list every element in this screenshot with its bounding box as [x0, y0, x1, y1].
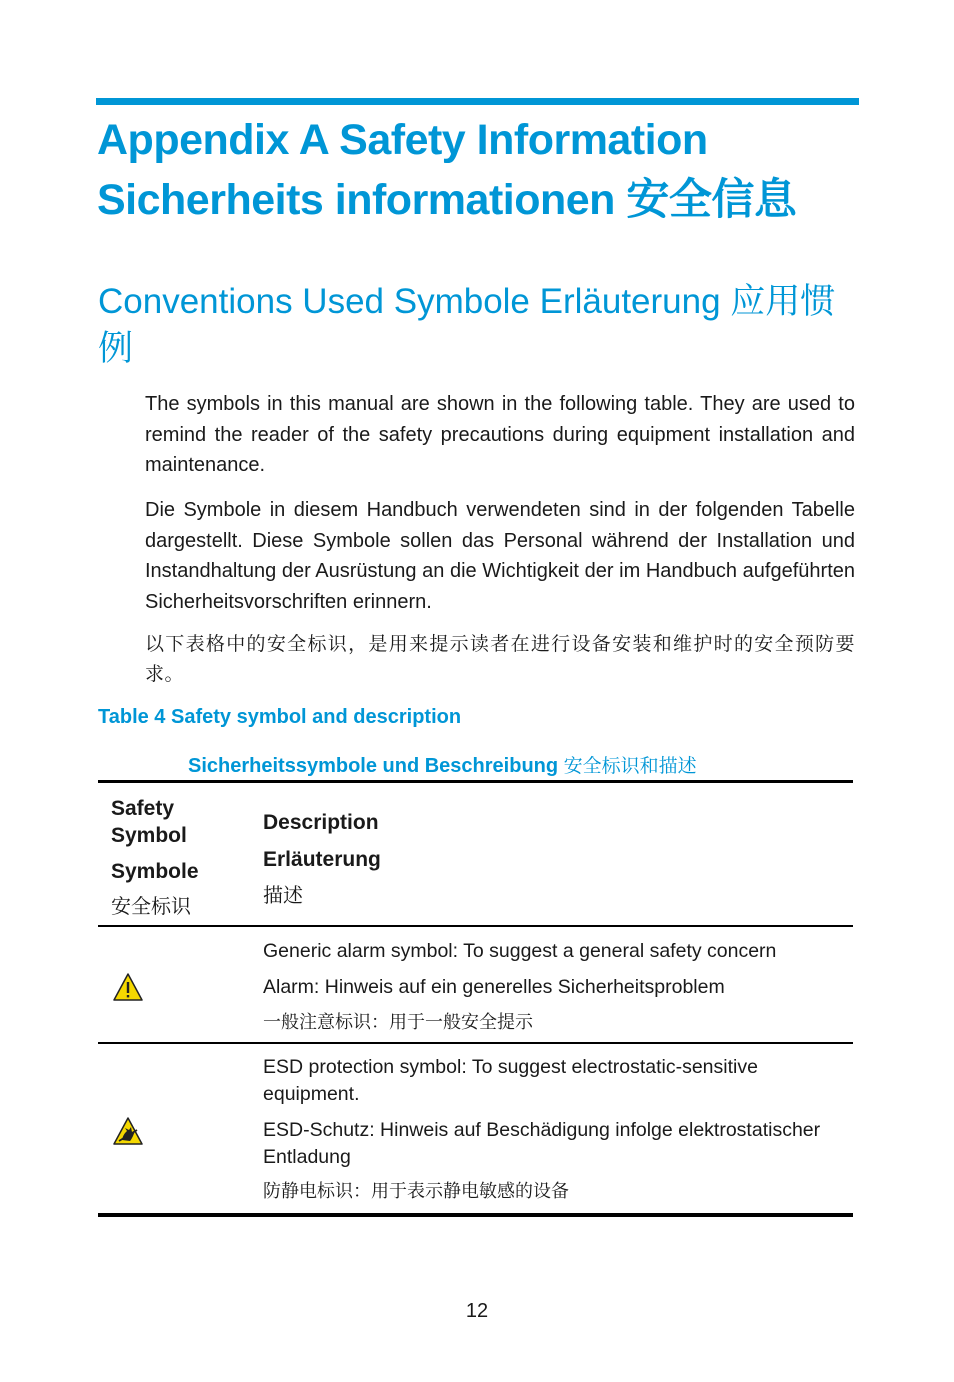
page-number: 12: [465, 1300, 489, 1322]
row-esd-zh: 防静电标识：用于表示静电敏感的设备: [263, 1181, 569, 1202]
esd-icon: [112, 1116, 144, 1151]
row-esd-description: [263, 1054, 843, 1205]
table-caption-subtitle: [188, 751, 697, 778]
row-alarm-en: Generic alarm symbol: To suggest a general safety concern: [263, 940, 777, 962]
row-alarm-zh: 一般注意标识：用于一般安全提示: [263, 1012, 533, 1033]
table-row-rule: [98, 1042, 853, 1044]
header-symbol-zh: 安全标识: [111, 894, 191, 918]
header-symbol-de: Symbole: [111, 860, 199, 883]
section-heading: Conventions Used Symbole Erläuterung 应用惯例: [98, 282, 836, 368]
warning-triangle-icon: [112, 972, 144, 1007]
row-esd-en: ESD protection symbol: To suggest electrostatic-sensitive equipment.: [263, 1056, 758, 1105]
table-top-rule: [98, 780, 853, 783]
appendix-title-line2: Sicherheits informationen 安全信息: [97, 176, 797, 224]
header-description-zh: 描述: [263, 883, 303, 907]
appendix-title-line1: Appendix A Safety Information: [97, 116, 708, 164]
header-symbol-line2: Symbol: [111, 824, 187, 847]
header-symbol-cell: [111, 795, 199, 920]
paragraph-zh: 以下表格中的安全标识，是用来提示读者在进行设备安装和维护时的安全预防要求。: [145, 633, 855, 685]
header-description-de: Erläuterung: [263, 848, 381, 871]
row-alarm-de: Alarm: Hinweis auf ein generelles Sicherheitsproblem: [263, 976, 725, 998]
row-esd-de: ESD-Schutz: Hinweis auf Beschädigung infolge elektrostatischer Entladung: [263, 1119, 821, 1168]
header-description-cell: [263, 809, 381, 909]
paragraph-de: Die Symbole in diesem Handbuch verwendeten sind in der folgenden Tabelle dargestellt. Diese Symbole sollen das Personal während der Installation und Instandhaltung der Ausrüstung an die Wichtigkeit der im Handbuch aufgeführten Sicherheitsvorschriften erinnern.: [145, 499, 855, 613]
table-caption: Table 4 Safety symbol and description: [98, 706, 462, 728]
paragraph-en: The symbols in this manual are shown in the following table. They are used to remind the reader of the safety precautions during equipment installation and maintenance.: [145, 393, 855, 476]
heading-rule: [96, 98, 859, 105]
row-alarm-description: [263, 938, 843, 1036]
header-symbol-line1: Safety: [111, 797, 175, 820]
table-caption-zh: 安全标识和描述: [563, 755, 697, 777]
header-description-en: Description: [263, 811, 379, 834]
table-header-rule: [98, 925, 853, 927]
table-caption-de: Sicherheitssymbole und Beschreibung: [188, 755, 559, 777]
table-bottom-rule: [98, 1213, 853, 1217]
